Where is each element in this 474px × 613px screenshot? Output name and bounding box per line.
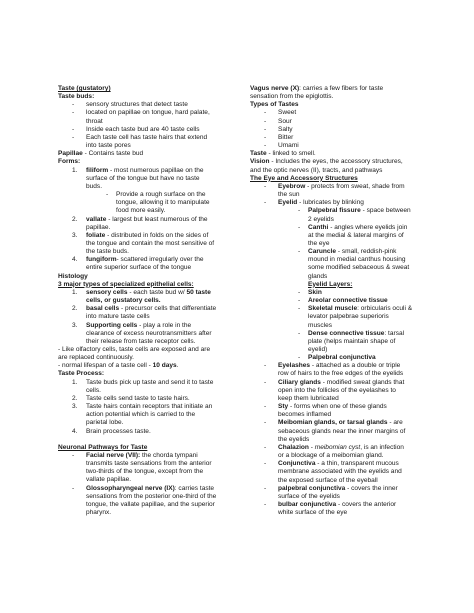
list-marker: 2. [72, 215, 78, 223]
text-run: palpebral conjunctiva [278, 484, 346, 492]
text-run: Caruncle [308, 248, 337, 256]
text-run: filiform [86, 166, 109, 174]
list-item-text: Provide a rough surface on the [116, 191, 206, 199]
list-item-text [86, 322, 230, 330]
continuation-line: eyelid) [308, 346, 328, 353]
list-marker: - [298, 329, 301, 337]
list-marker: - [298, 305, 301, 313]
continuation-line: clearance of excess neurotransmitters after [86, 329, 212, 337]
list-item [58, 126, 230, 134]
list-marker: - [264, 484, 267, 492]
list-item-text [278, 183, 430, 191]
text-run: Vision [250, 158, 270, 166]
list-item [58, 167, 230, 175]
text-run: Dense connective tissue [308, 329, 385, 337]
text-run: - modified sweat glands that [320, 378, 405, 386]
list-item-text: sensory structures that detect taste [86, 101, 188, 109]
list-item [58, 216, 230, 224]
text-run: : orbicularis oculi & [357, 305, 413, 313]
list-marker: - [298, 297, 301, 305]
list-item [250, 199, 430, 207]
list-item [58, 289, 230, 297]
text-run: Chalazion [278, 443, 309, 451]
text-run: - Includes the eyes, the accessory structures, [269, 158, 403, 166]
text-run: - Contains taste bud [82, 150, 144, 158]
list-item-text [308, 224, 430, 232]
text-run: - small, reddish-pink [336, 248, 397, 256]
list-item-text [278, 199, 430, 207]
text-run: - protects from sweat, shade from [305, 182, 405, 190]
continuation-line: the exposed surface of the eyeball [278, 476, 378, 484]
text-run: - space between [360, 207, 411, 215]
text-run: - each taste bud w/ [127, 288, 187, 296]
list-marker: - [298, 207, 301, 215]
continuation-line: 2 eyelids [308, 215, 334, 223]
continuation-line: sensations from the posterior one-third of the [86, 492, 217, 500]
list-item-text: Inside each taste bud are 40 taste cells [86, 125, 200, 133]
list-item [250, 362, 430, 370]
list-item-text: Taste hairs contain receptors that initiate an [86, 403, 213, 411]
continuation-line: glands [308, 272, 328, 280]
text-run: - scattered irregularly over the [116, 256, 204, 264]
text-run: the chorda tympani [140, 451, 198, 459]
list-item [250, 126, 430, 134]
text-run: Vagus nerve (X) [250, 85, 300, 92]
list-marker: - [72, 101, 75, 109]
list-item-text [278, 501, 430, 509]
list-marker: - [298, 248, 301, 256]
continuation-line: parietal lobe. [86, 419, 124, 427]
list-marker: 4. [72, 256, 78, 264]
list-item [58, 191, 230, 199]
text-run: 10 days [152, 362, 177, 370]
list-marker: - [264, 133, 267, 141]
paragraph-line: and the optic nerves (II), tracts, and pathways [250, 166, 383, 174]
continuation-line: action potential which is carried to the [86, 411, 196, 419]
list-item [58, 256, 230, 264]
list-marker: - [264, 460, 267, 468]
list-item [250, 297, 430, 305]
list-item [250, 354, 430, 362]
list-marker: - [298, 223, 301, 231]
list-item-text [278, 419, 430, 427]
text-run: - are [387, 419, 403, 427]
list-item-text [86, 232, 230, 240]
paragraph-line [250, 150, 430, 158]
text-run: 50 taste [186, 288, 211, 296]
list-item [58, 379, 230, 387]
continuation-line: white surface of the eye [278, 509, 348, 517]
list-item-text: Taste cells send taste to taste hairs. [86, 394, 190, 402]
text-run: : tarsal [384, 329, 405, 337]
continuation-line: keep them lubricated [278, 394, 339, 402]
list-marker: 3. [72, 231, 78, 239]
list-marker: - [264, 362, 267, 370]
continuation-line: muscles [308, 321, 333, 329]
continuation-line: entire superior surface of the tongue [86, 264, 192, 272]
list-marker: - [264, 500, 267, 508]
text-run: - forms when one of these glands [288, 403, 387, 411]
continuation-line: the eye [308, 239, 330, 247]
list-item-text: Each taste cell has taste hairs that extend [86, 133, 208, 141]
section-heading: 3 major types of specialized epithelial cells: [58, 280, 194, 288]
continuation-line: surface of the eyelids [278, 492, 340, 500]
list-marker: - [264, 142, 267, 150]
list-item [58, 485, 230, 493]
text-run: Taste [250, 150, 267, 158]
list-item [58, 101, 230, 109]
list-item [58, 428, 230, 436]
list-marker: - [72, 484, 75, 492]
list-item-text [86, 216, 230, 224]
section-heading: Taste (gustatory) [58, 85, 111, 92]
paragraph-line: are replaced continuously. [58, 354, 134, 362]
text-run: Meibomian glands, or tarsal glands [278, 419, 388, 427]
list-item [250, 183, 430, 191]
list-marker: - [72, 125, 75, 133]
list-item [250, 330, 430, 338]
continuation-line: buds. [86, 182, 103, 190]
continuation-line: row of hairs to the free edges of the eyelids [278, 370, 404, 378]
continuation-line: or a blockage of a meibomian gland. [278, 452, 384, 460]
continuation-line: transmits taste sensations from the anterior [86, 460, 212, 468]
list-marker: - [264, 419, 267, 427]
continuation-line: cells, or gustatory cells. [86, 297, 161, 305]
list-marker: 3. [72, 321, 78, 329]
list-item-text [86, 289, 230, 297]
list-marker: - [264, 182, 267, 190]
list-item [250, 118, 430, 126]
list-item-text: Skin [308, 288, 322, 296]
text-run: Conjunctiva [278, 460, 316, 468]
list-item-text [86, 256, 230, 264]
list-marker: - [264, 378, 267, 386]
section-heading: Neuronal Pathways for Taste [58, 443, 148, 451]
text-run: Palpebral fissure [308, 207, 361, 215]
continuation-line: the tongue and contain the most sensitive of [86, 239, 215, 247]
list-item [58, 134, 230, 142]
text-run: - lubricates by blinking [297, 199, 364, 207]
list-item [250, 134, 430, 142]
text-run: : carries taste [174, 484, 215, 492]
list-item [250, 379, 430, 387]
list-item [58, 322, 230, 330]
text-run: vallate [86, 215, 107, 223]
list-item-text [278, 403, 430, 411]
list-item [250, 207, 430, 215]
list-item-text [308, 330, 430, 338]
continuation-line: mound in medial canthus housing [308, 256, 406, 264]
text-run: foliate [86, 231, 106, 239]
list-marker: - [264, 443, 267, 451]
list-marker: - [264, 109, 267, 117]
text-run: - play a role in the [137, 321, 192, 329]
continuation-line: plate (helps maintain shape of [308, 337, 396, 345]
list-marker: - [264, 199, 267, 207]
list-marker: 1. [72, 288, 78, 296]
text-run: Ciliary glands [278, 378, 321, 386]
list-item-text [278, 362, 430, 370]
text-run: - distributed in folds on the sides of [105, 231, 209, 239]
continuation-line: surface of the tongue but have no taste [86, 174, 200, 182]
text-run: . [176, 362, 179, 370]
text-run: - angles where eyelids join [328, 223, 408, 231]
list-item-text: Salty [278, 125, 293, 133]
text-run: Eyelid [278, 199, 298, 207]
text-run: - attached as a double or triple [310, 362, 401, 370]
section-heading: Taste Process: [58, 370, 105, 378]
list-item [58, 395, 230, 403]
list-marker: 4. [72, 427, 78, 435]
continuation-line: cells. [86, 386, 101, 394]
left-column [58, 85, 230, 517]
list-item [58, 232, 230, 240]
list-item-text: Palpebral conjunctiva [308, 354, 376, 362]
list-marker: 2. [72, 305, 78, 313]
continuation-line: vallate papillae. [86, 476, 132, 484]
section-heading: Forms: [58, 158, 81, 166]
list-item [250, 501, 430, 509]
text-run: - largest but least numerous of the [106, 215, 208, 223]
list-item [58, 452, 230, 460]
continuation-line: papillae. [86, 223, 111, 231]
section-heading: Taste buds: [58, 93, 95, 101]
text-run: Eyelashes [278, 362, 311, 370]
continuation-line: sebaceous glands near the inner margins of [278, 427, 406, 435]
paragraph-line: sensation from the epiglottis. [250, 93, 334, 101]
continuation-line: at the medial & lateral margins of [308, 231, 404, 239]
text-run: Skeletal muscle [308, 305, 358, 313]
continuation-line: into taste pores [86, 142, 131, 150]
paragraph-line [250, 85, 430, 93]
continuation-line: food more easily. [116, 207, 166, 215]
list-item-text: Taste buds pick up taste and send it to taste [86, 378, 214, 386]
list-marker: - [264, 125, 267, 133]
text-run: - most numerous papillae on the [108, 166, 204, 174]
text-run: : carries a few fibers for taste [299, 85, 384, 92]
list-item-text: Brain processes taste. [86, 427, 151, 435]
text-run: bulbar conjunctiva [278, 500, 337, 508]
continuation-line: pharynx. [86, 508, 112, 516]
list-item [250, 419, 430, 427]
continuation-line: tongue, allowing it to manipulate [116, 199, 210, 207]
list-item-text: Sour [278, 117, 292, 125]
text-run: - a thin, transparent mucous [315, 460, 399, 468]
list-item [250, 485, 430, 493]
text-run: sensory cells [86, 288, 128, 296]
list-item-text [278, 444, 430, 452]
list-item [58, 403, 230, 411]
list-item [250, 142, 430, 150]
continuation-line: throat [86, 117, 103, 125]
paragraph-line: - Like olfactory cells, taste cells are exposed and are [58, 346, 211, 353]
text-run: , is an infection [360, 443, 404, 451]
text-run: - covers the inner [345, 484, 398, 492]
text-run: - linked to smell. [266, 150, 316, 158]
list-item [250, 444, 430, 452]
list-item-text: located on papillae on tongue, hard palate, [86, 109, 210, 117]
continuation-line: their release from taste receptor cells. [86, 337, 196, 345]
list-item-text [86, 485, 230, 493]
section-heading: The Eye and Accessory Structures [250, 174, 358, 182]
continuation-line: two-thirds of the tongue, except from the [86, 468, 204, 476]
text-run: - normal lifespan of a taste cell - [58, 362, 153, 370]
text-run: - covers the anterior [336, 500, 397, 508]
continuation-line: some modified sebaceous & sweat [308, 264, 410, 272]
list-item-text: Areolar connective tissue [308, 297, 388, 305]
text-run: meibomian cyst [314, 443, 361, 451]
list-marker: - [72, 109, 75, 117]
list-item [250, 403, 430, 411]
list-item [250, 248, 430, 256]
text-run: Glossopharyngeal nerve (IX) [86, 484, 175, 492]
list-item-text [86, 305, 230, 313]
list-item-text [308, 305, 430, 313]
list-marker: - [106, 191, 109, 199]
list-item-text [278, 379, 430, 387]
text-run: - precursor cells that differentiate [119, 305, 217, 313]
list-item-text [308, 248, 430, 256]
list-marker: - [72, 451, 75, 459]
continuation-line: the eyelids [278, 435, 310, 443]
list-item [250, 460, 430, 468]
list-item-text [278, 485, 430, 493]
list-item-text: Bitter [278, 133, 294, 141]
list-marker: 2. [72, 394, 78, 402]
text-run: Eyebrow [278, 182, 306, 190]
paragraph-line [250, 158, 430, 166]
text-run: Facial nerve (VII): [86, 451, 141, 459]
continuation-line: becomes inflamed [278, 411, 332, 419]
text-run: Papillae [58, 150, 83, 158]
continuation-line: the sun [278, 191, 300, 199]
continuation-line: open into the follicles of the eyelashes to [278, 386, 396, 394]
text-run: - [308, 443, 315, 451]
list-marker: 3. [72, 403, 78, 411]
list-item-text [86, 452, 230, 460]
list-marker: 1. [72, 166, 78, 174]
list-item [250, 109, 430, 117]
text-run: basal cells [86, 305, 120, 313]
list-marker: 1. [72, 378, 78, 386]
list-item [58, 305, 230, 313]
list-item [250, 289, 430, 297]
list-marker: - [264, 117, 267, 125]
continuation-line: levator palpebrae superioris [308, 313, 389, 321]
list-item [58, 109, 230, 117]
list-marker: - [298, 288, 301, 296]
list-item-text: Umami [278, 142, 299, 150]
list-marker: - [72, 133, 75, 141]
list-marker: - [298, 354, 301, 362]
continuation-line: into mature taste cells [86, 313, 150, 321]
list-item-text: Sweet [278, 109, 297, 117]
continuation-line: Eyelid Layers: [308, 280, 353, 288]
list-item-text [86, 167, 230, 175]
continuation-line: tongue, the vallate papillae, and the superior [86, 500, 215, 508]
text-run: Canthi [308, 223, 329, 231]
text-run: Supporting cells [86, 321, 138, 329]
spacer [58, 436, 230, 444]
list-item-text [278, 460, 430, 468]
section-heading: Types of Tastes [250, 101, 299, 109]
list-marker: - [264, 403, 267, 411]
list-item-text [308, 207, 430, 215]
paragraph-line [58, 150, 230, 158]
continuation-line: membrane associated with the eyelids and [278, 468, 402, 476]
list-item [250, 224, 430, 232]
section-heading: Histology [58, 272, 88, 280]
list-item [250, 305, 430, 313]
paragraph-line [58, 362, 230, 370]
text-run: Sty [278, 403, 289, 411]
right-column [250, 85, 430, 517]
continuation-line: the taste buds. [86, 248, 129, 256]
text-run: fungiform [86, 256, 117, 264]
